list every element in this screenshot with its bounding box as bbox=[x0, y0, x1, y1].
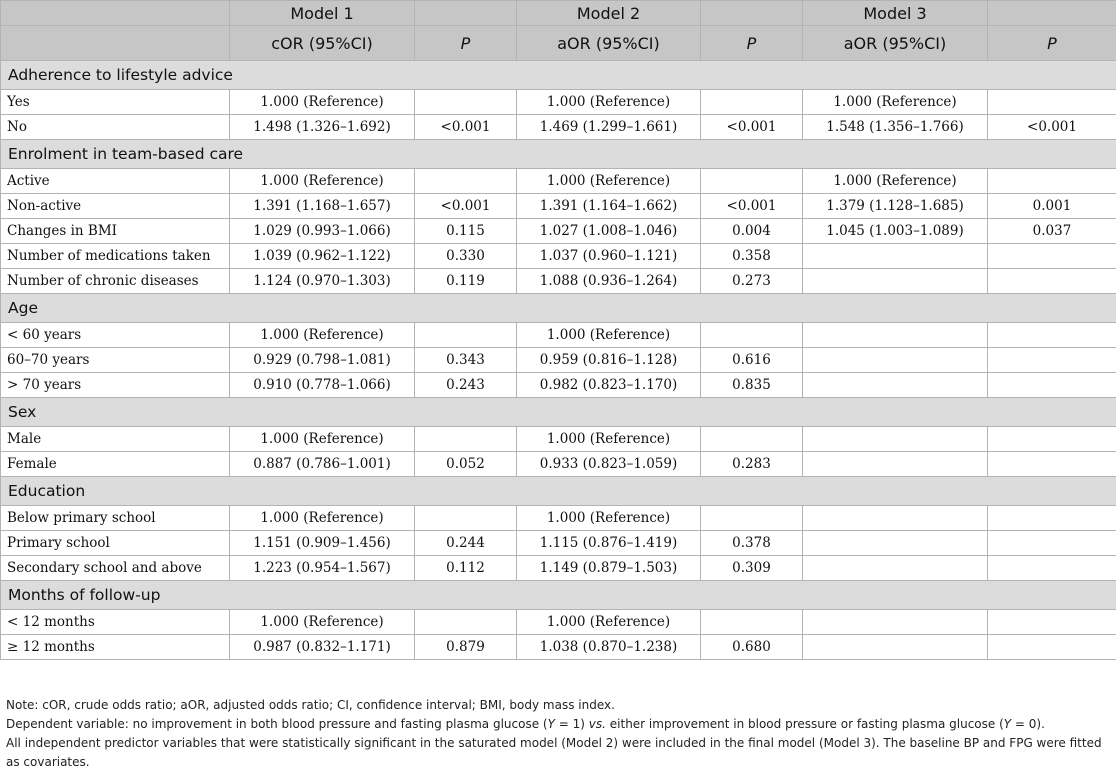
note-model-selection: All independent predictor variables that were statistically significant in the saturated model (Model 2) were included in the final model (Model 3). The baseline BP and FPG were fitted as covariates. bbox=[6, 736, 1102, 769]
model-2-or-cell: 0.982 (0.823–1.170) bbox=[517, 373, 701, 398]
model-3-or-cell: 1.000 (Reference) bbox=[803, 90, 988, 115]
row-label: Yes bbox=[1, 90, 230, 115]
model-1-or-cell: 1.124 (0.970–1.303) bbox=[230, 269, 415, 294]
model-1-or-cell: 1.039 (0.962–1.122) bbox=[230, 244, 415, 269]
table-row bbox=[1, 115, 1116, 140]
model-3-p-cell bbox=[988, 427, 1116, 452]
table-row bbox=[1, 427, 1116, 452]
section-header bbox=[1, 398, 1116, 427]
model-3-p-cell bbox=[988, 610, 1116, 635]
model-1-or-cell: 0.887 (0.786–1.001) bbox=[230, 452, 415, 477]
row-label: Primary school bbox=[1, 531, 230, 556]
table-row bbox=[1, 194, 1116, 219]
model-3-or-cell: 1.379 (1.128–1.685) bbox=[803, 194, 988, 219]
row-label: Active bbox=[1, 169, 230, 194]
model-2-p-cell bbox=[701, 506, 803, 531]
row-label: Below primary school bbox=[1, 506, 230, 531]
model-3-or-cell: 1.000 (Reference) bbox=[803, 169, 988, 194]
note-dependent-variable: Dependent variable: no improvement in both blood pressure and fasting plasma glucose (Y = 1) vs. either improvement in blood pressure or fasting plasma glucose (Y = 0). bbox=[6, 717, 1045, 731]
model-2-or-cell: 1.000 (Reference) bbox=[517, 169, 701, 194]
model-3-p-cell bbox=[988, 244, 1116, 269]
model-3-or-cell bbox=[803, 244, 988, 269]
model-3-or-cell bbox=[803, 323, 988, 348]
model-3-or-cell bbox=[803, 610, 988, 635]
section-header bbox=[1, 581, 1116, 610]
model-1-p-cell: 0.330 bbox=[415, 244, 517, 269]
table-row bbox=[1, 556, 1116, 581]
model-2-or-cell: 1.391 (1.164–1.662) bbox=[517, 194, 701, 219]
model-2-p-cell bbox=[701, 323, 803, 348]
row-label: Number of chronic diseases bbox=[1, 269, 230, 294]
model-1-or-cell: 1.000 (Reference) bbox=[230, 169, 415, 194]
model-2-p-cell bbox=[701, 169, 803, 194]
section-title: Sex bbox=[1, 398, 1116, 427]
model-3-p-cell: 0.037 bbox=[988, 219, 1116, 244]
model-3-p-cell bbox=[988, 452, 1116, 477]
model-3-p-cell bbox=[988, 169, 1116, 194]
model-2-p-cell bbox=[701, 610, 803, 635]
table-body bbox=[1, 61, 1116, 660]
model-1-p-cell: 0.052 bbox=[415, 452, 517, 477]
section-header bbox=[1, 294, 1116, 323]
model-2-or-cell: 1.000 (Reference) bbox=[517, 506, 701, 531]
model-2-or-cell: 1.088 (0.936–1.264) bbox=[517, 269, 701, 294]
model-1-or-cell: 0.987 (0.832–1.171) bbox=[230, 635, 415, 660]
header-blank-cell bbox=[1, 1, 230, 26]
section-title: Age bbox=[1, 294, 1116, 323]
model-1-p-cell bbox=[415, 169, 517, 194]
model-2-p-cell bbox=[701, 427, 803, 452]
model-3-or-cell: 1.045 (1.003–1.089) bbox=[803, 219, 988, 244]
model-3-or-header: aOR (95%CI) bbox=[803, 26, 988, 61]
section-header bbox=[1, 140, 1116, 169]
model-3-or-cell bbox=[803, 506, 988, 531]
model-3-p-cell bbox=[988, 373, 1116, 398]
model-1-or-cell: 1.000 (Reference) bbox=[230, 90, 415, 115]
model-1-or-cell: 1.498 (1.326–1.692) bbox=[230, 115, 415, 140]
model-1-p-cell: 0.243 bbox=[415, 373, 517, 398]
model-2-p-cell: 0.680 bbox=[701, 635, 803, 660]
model-2-or-header: aOR (95%CI) bbox=[517, 26, 701, 61]
section-header bbox=[1, 61, 1116, 90]
model-3-or-cell bbox=[803, 373, 988, 398]
model-3-p-cell bbox=[988, 506, 1116, 531]
header-blank-cell bbox=[701, 1, 803, 26]
model-2-header: Model 2 bbox=[517, 1, 701, 26]
row-label: No bbox=[1, 115, 230, 140]
model-3-or-cell bbox=[803, 427, 988, 452]
model-2-p-cell: 0.616 bbox=[701, 348, 803, 373]
model-2-or-cell: 1.027 (1.008–1.046) bbox=[517, 219, 701, 244]
model-3-or-cell bbox=[803, 556, 988, 581]
table-row bbox=[1, 269, 1116, 294]
model-1-header: Model 1 bbox=[230, 1, 415, 26]
model-2-or-cell: 1.000 (Reference) bbox=[517, 323, 701, 348]
table-row bbox=[1, 531, 1116, 556]
table-notes bbox=[6, 696, 1110, 772]
model-2-p-header: P bbox=[701, 26, 803, 61]
model-2-or-cell: 1.115 (0.876–1.419) bbox=[517, 531, 701, 556]
model-3-p-cell bbox=[988, 531, 1116, 556]
header-blank-cell bbox=[415, 1, 517, 26]
row-label: 60–70 years bbox=[1, 348, 230, 373]
model-1-or-cell: 1.000 (Reference) bbox=[230, 323, 415, 348]
model-1-or-cell: 1.000 (Reference) bbox=[230, 427, 415, 452]
model-2-or-cell: 1.149 (0.879–1.503) bbox=[517, 556, 701, 581]
table-row bbox=[1, 219, 1116, 244]
row-label: > 70 years bbox=[1, 373, 230, 398]
model-1-p-cell: 0.119 bbox=[415, 269, 517, 294]
model-1-or-cell: 1.151 (0.909–1.456) bbox=[230, 531, 415, 556]
model-2-p-cell: 0.835 bbox=[701, 373, 803, 398]
model-2-p-cell: 0.283 bbox=[701, 452, 803, 477]
model-2-or-cell: 1.038 (0.870–1.238) bbox=[517, 635, 701, 660]
header-blank-cell bbox=[988, 1, 1116, 26]
table-row bbox=[1, 373, 1116, 398]
model-1-p-cell bbox=[415, 427, 517, 452]
model-1-p-cell bbox=[415, 610, 517, 635]
model-3-or-cell bbox=[803, 269, 988, 294]
model-3-or-cell bbox=[803, 531, 988, 556]
model-1-p-cell: <0.001 bbox=[415, 194, 517, 219]
model-2-p-cell: 0.004 bbox=[701, 219, 803, 244]
model-1-p-cell bbox=[415, 90, 517, 115]
model-1-or-header: cOR (95%CI) bbox=[230, 26, 415, 61]
model-1-or-cell: 1.029 (0.993–1.066) bbox=[230, 219, 415, 244]
model-2-p-cell bbox=[701, 90, 803, 115]
section-title: Months of follow-up bbox=[1, 581, 1116, 610]
row-label: Changes in BMI bbox=[1, 219, 230, 244]
section-title: Adherence to lifestyle advice bbox=[1, 61, 1116, 90]
model-1-p-cell bbox=[415, 323, 517, 348]
model-1-or-cell: 0.929 (0.798–1.081) bbox=[230, 348, 415, 373]
model-3-p-cell bbox=[988, 556, 1116, 581]
table-row bbox=[1, 90, 1116, 115]
model-3-p-cell bbox=[988, 635, 1116, 660]
row-label: Number of medications taken bbox=[1, 244, 230, 269]
model-3-or-cell bbox=[803, 452, 988, 477]
table-row bbox=[1, 244, 1116, 269]
model-1-p-cell bbox=[415, 506, 517, 531]
model-1-or-cell: 0.910 (0.778–1.066) bbox=[230, 373, 415, 398]
model-3-p-cell bbox=[988, 90, 1116, 115]
table-row bbox=[1, 169, 1116, 194]
model-2-p-cell: <0.001 bbox=[701, 194, 803, 219]
section-title: Education bbox=[1, 477, 1116, 506]
row-label: Secondary school and above bbox=[1, 556, 230, 581]
model-1-p-cell: 0.343 bbox=[415, 348, 517, 373]
note-abbreviations: Note: cOR, crude odds ratio; aOR, adjusted odds ratio; CI, confidence interval; BMI, body mass index. bbox=[6, 698, 615, 712]
section-title: Enrolment in team-based care bbox=[1, 140, 1116, 169]
model-2-p-cell: 0.309 bbox=[701, 556, 803, 581]
model-1-or-cell: 1.000 (Reference) bbox=[230, 610, 415, 635]
model-2-or-cell: 1.000 (Reference) bbox=[517, 427, 701, 452]
table-row bbox=[1, 348, 1116, 373]
table-row bbox=[1, 506, 1116, 531]
model-3-p-cell bbox=[988, 348, 1116, 373]
model-3-header: Model 3 bbox=[803, 1, 988, 26]
model-2-or-cell: 1.000 (Reference) bbox=[517, 610, 701, 635]
header-row-models bbox=[1, 1, 1116, 26]
model-2-p-cell: 0.273 bbox=[701, 269, 803, 294]
model-1-or-cell: 1.000 (Reference) bbox=[230, 506, 415, 531]
row-label: Non-active bbox=[1, 194, 230, 219]
section-header bbox=[1, 477, 1116, 506]
model-1-p-cell: <0.001 bbox=[415, 115, 517, 140]
model-1-p-cell: 0.244 bbox=[415, 531, 517, 556]
model-2-or-cell: 1.469 (1.299–1.661) bbox=[517, 115, 701, 140]
model-3-p-cell: <0.001 bbox=[988, 115, 1116, 140]
model-2-or-cell: 0.933 (0.823–1.059) bbox=[517, 452, 701, 477]
model-2-p-cell: <0.001 bbox=[701, 115, 803, 140]
model-3-or-cell: 1.548 (1.356–1.766) bbox=[803, 115, 988, 140]
table-row bbox=[1, 635, 1116, 660]
table-row bbox=[1, 323, 1116, 348]
model-1-or-cell: 1.391 (1.168–1.657) bbox=[230, 194, 415, 219]
model-1-p-cell: 0.115 bbox=[415, 219, 517, 244]
model-1-p-cell: 0.112 bbox=[415, 556, 517, 581]
table-row bbox=[1, 452, 1116, 477]
model-2-p-cell: 0.378 bbox=[701, 531, 803, 556]
model-3-p-cell bbox=[988, 269, 1116, 294]
model-1-p-header: P bbox=[415, 26, 517, 61]
model-2-or-cell: 1.037 (0.960–1.121) bbox=[517, 244, 701, 269]
header-blank-cell bbox=[1, 26, 230, 61]
model-2-or-cell: 1.000 (Reference) bbox=[517, 90, 701, 115]
header-row-measures bbox=[1, 26, 1116, 61]
row-label: ≥ 12 months bbox=[1, 635, 230, 660]
model-3-p-header: P bbox=[988, 26, 1116, 61]
model-1-or-cell: 1.223 (0.954–1.567) bbox=[230, 556, 415, 581]
row-label: < 60 years bbox=[1, 323, 230, 348]
table-row bbox=[1, 610, 1116, 635]
row-label: Male bbox=[1, 427, 230, 452]
model-3-or-cell bbox=[803, 348, 988, 373]
model-2-p-cell: 0.358 bbox=[701, 244, 803, 269]
model-3-or-cell bbox=[803, 635, 988, 660]
model-3-p-cell: 0.001 bbox=[988, 194, 1116, 219]
model-1-p-cell: 0.879 bbox=[415, 635, 517, 660]
row-label: Female bbox=[1, 452, 230, 477]
model-2-or-cell: 0.959 (0.816–1.128) bbox=[517, 348, 701, 373]
row-label: < 12 months bbox=[1, 610, 230, 635]
model-3-p-cell bbox=[988, 323, 1116, 348]
